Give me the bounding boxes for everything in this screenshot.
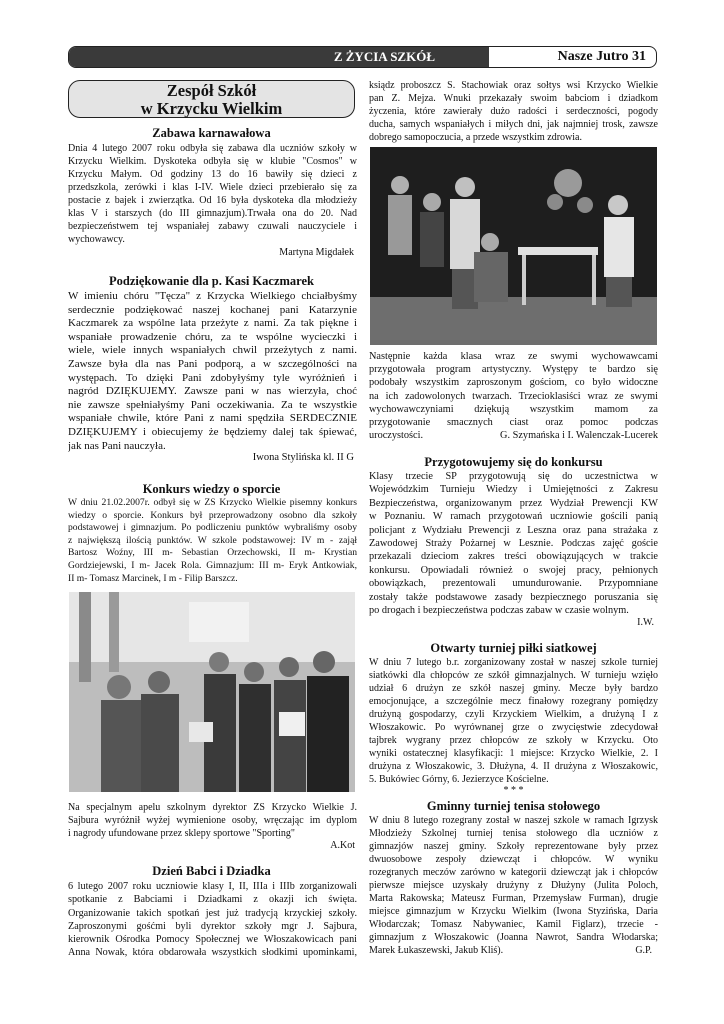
grandparents-line: spotkanie z Babciami i Dziadkami z okazji ich święta. <box>68 894 357 906</box>
grandparents-last-word: uroczystości. <box>369 430 424 441</box>
preparing-line: po drogach i bezpieczeństwa podczas zabaw w czasie wolnym. <box>369 605 629 617</box>
carnival-line: klas V i starszych (do III gimnazjum).Trwała ona do 20. Nad <box>68 208 357 219</box>
grandparents-line: Organizowanie takich spotkań jest już tradycją krzyckiej szkoły. <box>68 907 357 919</box>
grandparents-cont-line: dobrego samopoczucia, a przede wszystkim zdrowia. <box>369 132 582 143</box>
thanks-line: wiele, wiele innych wspaniałych chwil przeżytych z nami. <box>68 344 357 357</box>
volleyball-line: W dniu 7 lutego b.r. zorganizowany został w naszej szkole turniej <box>369 657 658 668</box>
grandparents-cont-line: życzenia, które zawierały dużo radości i serdeczności, pogody <box>369 106 658 117</box>
volleyball-body <box>369 656 658 786</box>
tennis-line: pierwsze miejsce uzyskały drużyny z Dłużyny (Julita Poloch, <box>369 880 658 891</box>
tennis-title: Gminny turniej tenisa stołowego <box>426 799 601 813</box>
separator-stars: * * * <box>503 785 524 796</box>
grandparents-after-line: wychowawczyniami dziękują wszystkim mamom za <box>369 403 658 415</box>
thanks-author: Iwona Stylińska kl. II G <box>252 452 354 463</box>
preparing-line: Zawodowej Straży Pożarnej w Lesznie. Podczas zajęć goście <box>369 538 658 550</box>
carnival-title: Zabawa karnawałowa <box>152 126 271 140</box>
thanks-line: Zawsze była dla nas Pani podporą, a w szczególności na <box>68 357 357 370</box>
grandparents-signature-line <box>369 429 658 442</box>
carnival-line: wychowawcy. <box>68 234 125 245</box>
sport-line: z największą ilością punktów. W szkole podstawowej: IV m - zajął <box>68 534 357 546</box>
grandparents-continued <box>369 79 658 144</box>
volleyball-line: 5. Bukówiec Górny, 6. Jezierzyce Kościelne. <box>369 774 549 785</box>
thanks-line: Kaczmarek za wspólne lata przeżyte z nami. Za tak piękne i <box>68 317 357 330</box>
grandparents-line: kierownik Ośrodka Pomocy Społecznej we Włoszakowicach pani <box>68 934 357 946</box>
carnival-line: Krzycku Małym. Od godziny 13 do 16 bawiły się dzieci z <box>68 169 357 180</box>
thanks-line: serdecznie podziękować naszej kochanej pani Katarzynie <box>68 303 357 316</box>
sport-caption-line: Sajbura wyróżnił wyżej wymienione osoby, wręczając im dyplom <box>68 815 357 826</box>
sport-caption-line: Na specjalnym apelu szkolnym dyrektor ZS Krzycko Wielkie J. <box>68 802 357 813</box>
grandparents-authors: G. Szymańska i I. Walenczak-Lucerek <box>500 430 658 441</box>
volleyball-title: Otwarty turniej piłki siatkowej <box>430 641 597 655</box>
preparing-line: w Poznaniu. W ramach przygotowań uczniowie gościli panią <box>369 511 658 523</box>
performance-photo <box>370 147 657 345</box>
header-bar <box>68 46 657 68</box>
grandparents-line: Anna Nowak, która obdarowała wszystkich słodkimi upominkami, <box>68 947 357 959</box>
tennis-line: Marta Rakowska; Mateusz Furman, Przemysław Furman), drugie <box>369 893 658 904</box>
sport-title: Konkurs wiedzy o sporcie <box>142 482 281 496</box>
carnival-line: Dnia 4 lutego 2007 roku odbyła się zabawa dla uczniów szkoły w <box>68 143 357 154</box>
tennis-line: gimnazjum z Włoszakowic (Joanna Nawrot, Sandra Włodarska; <box>369 932 658 943</box>
grandparents-after-line: przygotowała program artystyczny. Występy te bardzo się <box>369 364 658 376</box>
volleyball-line: drużyną gospodarzy, czyli Krzyckiem Wielkim, a drużyną I z <box>369 709 658 720</box>
tennis-line: gimnazjów naszej gminy. Szkoły reprezentowane były przez <box>369 841 658 852</box>
volleyball-line: drużyna z Włoszakowic, 3. Dłużyna, 4. II drużyna z Włoszakowic, <box>369 761 658 772</box>
grandparents-cont-line: ducha, samych wspaniałych i miłych dni, jak najmniej trosk, zawsze <box>369 119 658 130</box>
carnival-line: postacie z bajek i zwierzątka. Od 16 była dyskoteka dla młodzieży <box>68 195 357 206</box>
thanks-line: jak nas Pani nauczyła. <box>68 439 166 452</box>
thanks-line: występach. To dzięki Pani zdobyłyśmy tyle wyróżnień i <box>68 371 357 384</box>
sport-line: W dniu 21.02.2007r. odbył się w ZS Krzycko Wielkie pisemny konkurs <box>68 497 357 508</box>
sport-line: Bartosz Woźny, III m- Sebastian Orzechowski, II m- Krystian <box>68 547 357 559</box>
carnival-line: bezpieczeństwem tej wspaniałej zabawy czuwali nauczyciele i <box>68 221 357 232</box>
volleyball-line: siatkówki dla chłopców ze szkół gimnazjalnych. W turnieju wzięło <box>369 670 658 681</box>
thanks-line: W imieniu chóru "Tęcza" z Krzycka Wielkiego chciałbyśmy <box>68 290 357 302</box>
volleyball-line: Włoszakowic. Po wyrównanej grze o zwycięstwie zdecydował <box>369 722 658 733</box>
sport-line: Gordziejewski, I m- Jacek Rola. Gimnazjum: III m- Eryk Antkowiak, <box>68 559 357 571</box>
volleyball-line: wyniki ostatecznej klasyfikacji: 1 miejsce: Krzycko Wielkie, 2. I <box>369 748 658 759</box>
tennis-line: miejsce gimnazjum w Krzycku Wielkim (Iwona Styzińska, Daria <box>369 906 658 917</box>
sport-line: podstawowej i gimnazjum. Po podliczeniu punktów wybraliśmy osoby <box>68 522 357 534</box>
tennis-last-line: Marek Łukaszewski, Jakub Kliś). <box>369 945 504 956</box>
volleyball-line: emocjonujące, a szczególnie mecz finałowy rozegrany pomiędzy <box>369 696 658 707</box>
thanks-line: wspaniałe prowadzenie chóru, za te wspólne wycieczki i <box>68 330 357 343</box>
preparing-line: Klasy trzecie SP przygotowują się do uczestnictwa w <box>369 471 658 482</box>
school-title-line2: w Krzycku Wielkim <box>140 99 283 118</box>
grandparents-line: 6 lutego 2007 roku uczniowie klasy I, II, IIIa i IIIb zorganizowali <box>68 881 357 892</box>
preparing-line: Bezpieczeństwa, organizowanym przez Wydział Prewencji KW <box>369 497 658 509</box>
grandparents-line: Zaproszonymi gośćmi byli dyrektor szkoły mgr J. Sajbura, <box>68 920 357 932</box>
grandparents-cont-line: ksiądz proboszcz S. Stachowiak oraz sołtys wsi Krzycko Wielkie <box>369 80 658 91</box>
sport-line: II m- Tomasz Marcinek, I m - Filip Barszcz. <box>68 572 238 584</box>
grandparents-after-line: Następnie każda klasa wraz ze swymi wychowawcami <box>369 351 658 362</box>
tennis-signature-line <box>369 944 652 957</box>
grandparents-after-line: podobały wszystkim zaproszonym gościom, co było widoczne <box>369 377 658 389</box>
tennis-line: Młodzieży Szkolnej turniej tenisa stołowego dla uczniów z <box>369 828 658 839</box>
preparing-body <box>369 470 658 617</box>
tennis-author: G.P. <box>635 945 652 956</box>
preparing-line: obowiązkach, prezentowali umundurowanie. Przypomniane <box>369 578 658 590</box>
thanks-line: nie zawsze spełniałyśmy Pani oczekiwania. Za te wszystkie <box>68 398 357 411</box>
preparing-line: policjant z Wydziału Prewencji z Leszna oraz pana strażaka z <box>369 524 658 536</box>
volleyball-line: udział 6 drużyn ze szkół naszej gminy. Mecze były bardzo <box>369 683 658 694</box>
sport-caption-author: A.Kot <box>330 840 355 851</box>
section-title: Z ŻYCIA SZKÓŁ <box>333 49 435 64</box>
school-title-box <box>68 80 355 118</box>
magazine-page: Nasze Jutro 31 <box>557 49 646 64</box>
sport-caption-line: i nagrody ufundowane przez sklepy sportowe "Sporting" <box>68 828 296 839</box>
tennis-line: Włodarczak; Tomasz Nabywaniec, Kamil Figlarz), trzecie - <box>369 919 658 930</box>
sport-line: wiedzy o sporcie. Konkurs był przeprowadzony osobno dla szkoły <box>68 509 357 521</box>
thanks-body <box>68 290 357 453</box>
sport-award-photo <box>69 592 355 792</box>
thanks-line: wspaniałe chwile, które Pani z nami spędziła SERDECZNIE <box>68 412 357 425</box>
sport-body <box>68 497 357 585</box>
preparing-line: Wojewódzkim Turnieju Wiedzy i Umiejętności z Zakresu <box>369 484 658 496</box>
thanks-line: nagród DZIĘKUJEMY. Zawsze pani w nas wierzyła, choć <box>68 385 357 398</box>
carnival-line: Krzycku Wielkim. Dyskoteka odbyła się w klubie "Cosmos" w <box>68 156 357 167</box>
preparing-title: Przygotowujemy się do konkursu <box>424 455 603 469</box>
tennis-line: dwuosobowe zespoły dziewcząt i chłopców. W wyniku <box>369 854 658 865</box>
grandparents-after-line: na ich zadowolonych twarzach. Trzecioklasiści wraz ze swymi <box>369 390 658 402</box>
preparing-line: zostały także podstawowe zasady bezpiecznego poruszania się <box>369 591 658 603</box>
volleyball-line: tajbrek wygrany przez chłopców ze szkoły w Krzycku. Oto <box>369 735 658 746</box>
thanks-line: DZIĘKUJEMY i obiecujemy że będziemy dalej tak śpiewać, <box>68 425 357 438</box>
carnival-body <box>68 142 357 246</box>
sport-photo-caption <box>68 801 357 840</box>
school-title-line1: Zespół Szkół <box>166 81 257 100</box>
grandparents-after-photo <box>369 350 658 429</box>
grandparents-title: Dzień Babci i Dziadka <box>152 864 271 878</box>
tennis-body <box>369 814 658 944</box>
preparing-line: konkursu. Opowiadali również o swojej pracy, pełnionych <box>369 564 658 576</box>
preparing-author: I.W. <box>637 617 654 628</box>
tennis-line: W dniu 8 lutego rozegrany został w naszej szkole w ramach Igrzysk <box>369 815 658 826</box>
thanks-title: Podziękowanie dla p. Kasi Kaczmarek <box>109 274 314 288</box>
grandparents-cont-line: pan Z. Mejza. Wnuki przekazały swoim babciom i dziadkom <box>369 93 658 104</box>
preparing-line: przekazali dzieciom zakres treści obowiązujących w trakcie <box>369 551 658 563</box>
grandparents-after-line: przygotowanie smacznych ciast oraz pomoc podczas <box>369 417 658 429</box>
grandparents-body <box>68 880 357 960</box>
carnival-author: Martyna Migdałek <box>279 247 354 258</box>
tennis-line: rozegranych meczów zarówno w kategorii dziewcząt jak i chłopców <box>369 867 658 878</box>
carnival-line: przedszkola, zerówki i klas I-IV. Wiele dzieci przebierało się za <box>68 182 357 193</box>
